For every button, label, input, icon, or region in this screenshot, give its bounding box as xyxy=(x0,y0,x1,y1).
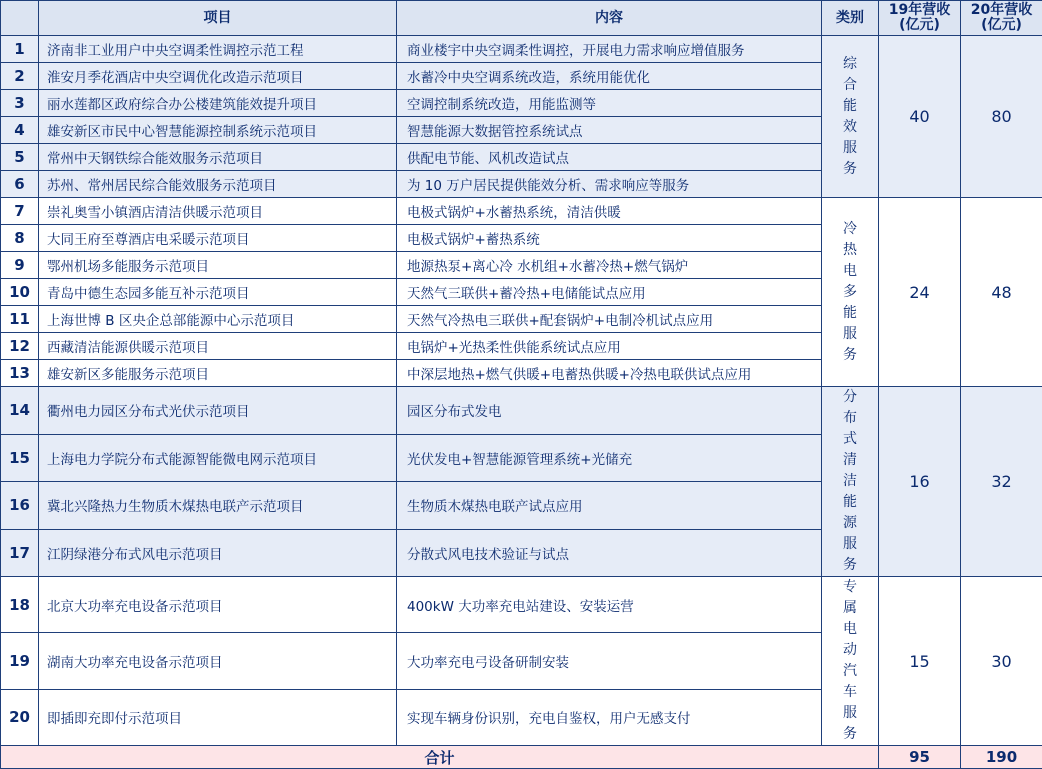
table-row xyxy=(1,198,1042,225)
row-project: 苏州、常州居民综合能效服务示范项目 xyxy=(39,171,397,198)
header-project: 项目 xyxy=(39,1,397,36)
category-label: 专属电动汽车服务 xyxy=(842,577,858,745)
row-content: 智慧能源大数据管控系统试点 xyxy=(397,117,822,144)
row-project: 即插即充即付示范项目 xyxy=(39,689,397,745)
total-row xyxy=(1,746,1042,769)
row-project: 淮安月季花酒店中央空调优化改造示范项目 xyxy=(39,63,397,90)
row-project: 江阴绿港分布式风电示范项目 xyxy=(39,529,397,577)
row-index: 15 xyxy=(1,434,39,482)
row-content: 电极式锅炉+水蓄热系统，清洁供暖 xyxy=(397,198,822,225)
total-label: 合计 xyxy=(1,746,879,769)
row-content: 400kW 大功率充电站建设、安装运营 xyxy=(397,577,822,633)
table-row xyxy=(1,387,1042,435)
row-content: 实现车辆身份识别，充电自鉴权，用户无感支付 xyxy=(397,689,822,745)
row-project: 大同王府至尊酒店电采暖示范项目 xyxy=(39,225,397,252)
row-content: 供配电节能、风机改造试点 xyxy=(397,144,822,171)
row-content: 天然气三联供+蓄冷热+电储能试点应用 xyxy=(397,279,822,306)
row-content: 为 10 万户居民提供能效分析、需求响应等服务 xyxy=(397,171,822,198)
rev19-cell: 24 xyxy=(879,198,961,387)
table-body xyxy=(1,36,1042,746)
row-project: 济南非工业用户中央空调柔性调控示范工程 xyxy=(39,36,397,63)
row-index: 19 xyxy=(1,633,39,689)
category-cell xyxy=(822,387,879,577)
row-content: 商业楼宇中央空调柔性调控，开展电力需求响应增值服务 xyxy=(397,36,822,63)
row-content: 电极式锅炉+蓄热系统 xyxy=(397,225,822,252)
category-label: 综合能效服务 xyxy=(842,54,858,180)
row-content: 生物质木煤热电联产试点应用 xyxy=(397,482,822,530)
row-content: 大功率充电弓设备研制安装 xyxy=(397,633,822,689)
row-project: 北京大功率充电设备示范项目 xyxy=(39,577,397,633)
row-index: 5 xyxy=(1,144,39,171)
row-content: 天然气冷热电三联供+配套锅炉+电制冷机试点应用 xyxy=(397,306,822,333)
row-content: 中深层地热+燃气供暖+电蓄热供暖+冷热电联供试点应用 xyxy=(397,360,822,387)
category-cell xyxy=(822,36,879,198)
header-rev19: 19年营收 (亿元) xyxy=(879,1,961,36)
row-index: 6 xyxy=(1,171,39,198)
category-label: 冷热电多能服务 xyxy=(842,219,858,366)
row-project: 青岛中德生态园多能互补示范项目 xyxy=(39,279,397,306)
total-rev20: 190 xyxy=(961,746,1042,769)
row-project: 常州中天钢铁综合能效服务示范项目 xyxy=(39,144,397,171)
row-index: 13 xyxy=(1,360,39,387)
row-index: 10 xyxy=(1,279,39,306)
rev20-cell: 80 xyxy=(961,36,1042,198)
row-index: 1 xyxy=(1,36,39,63)
header-rev20: 20年营收 (亿元) xyxy=(961,1,1042,36)
row-index: 2 xyxy=(1,63,39,90)
row-project: 雄安新区多能服务示范项目 xyxy=(39,360,397,387)
rev19-cell: 15 xyxy=(879,577,961,746)
category-label: 分布式清洁能源服务 xyxy=(842,387,858,576)
row-project: 衢州电力园区分布式光伏示范项目 xyxy=(39,387,397,435)
header-category: 类别 xyxy=(822,1,879,36)
row-index: 4 xyxy=(1,117,39,144)
row-index: 16 xyxy=(1,482,39,530)
rev20-cell: 32 xyxy=(961,387,1042,577)
row-content: 电锅炉+光热柔性供能系统试点应用 xyxy=(397,333,822,360)
row-project: 雄安新区市民中心智慧能源控制系统示范项目 xyxy=(39,117,397,144)
header-index xyxy=(1,1,39,36)
row-project: 上海世博 B 区央企总部能源中心示范项目 xyxy=(39,306,397,333)
rev19-cell: 40 xyxy=(879,36,961,198)
rev19-cell: 16 xyxy=(879,387,961,577)
total-rev19: 95 xyxy=(879,746,961,769)
row-index: 8 xyxy=(1,225,39,252)
row-project: 鄂州机场多能服务示范项目 xyxy=(39,252,397,279)
category-cell xyxy=(822,198,879,387)
row-index: 20 xyxy=(1,689,39,745)
row-index: 17 xyxy=(1,529,39,577)
row-project: 冀北兴隆热力生物质木煤热电联产示范项目 xyxy=(39,482,397,530)
row-content: 分散式风电技术验证与试点 xyxy=(397,529,822,577)
header-row xyxy=(1,1,1042,36)
row-index: 12 xyxy=(1,333,39,360)
row-content: 光伏发电+智慧能源管理系统+光储充 xyxy=(397,434,822,482)
row-index: 18 xyxy=(1,577,39,633)
row-content: 园区分布式发电 xyxy=(397,387,822,435)
table-row xyxy=(1,577,1042,633)
row-index: 7 xyxy=(1,198,39,225)
rev20-cell: 48 xyxy=(961,198,1042,387)
category-cell xyxy=(822,577,879,746)
row-index: 14 xyxy=(1,387,39,435)
row-index: 3 xyxy=(1,90,39,117)
row-project: 丽水莲都区政府综合办公楼建筑能效提升项目 xyxy=(39,90,397,117)
row-content: 水蓄冷中央空调系统改造，系统用能优化 xyxy=(397,63,822,90)
header-content: 内容 xyxy=(397,1,822,36)
row-project: 西藏清洁能源供暖示范项目 xyxy=(39,333,397,360)
row-content: 空调控制系统改造，用能监测等 xyxy=(397,90,822,117)
row-index: 9 xyxy=(1,252,39,279)
row-project: 崇礼奥雪小镇酒店清洁供暖示范项目 xyxy=(39,198,397,225)
row-project: 上海电力学院分布式能源智能微电网示范项目 xyxy=(39,434,397,482)
rev20-cell: 30 xyxy=(961,577,1042,746)
row-index: 11 xyxy=(1,306,39,333)
row-content: 地源热泵+离心冷 水机组+水蓄冷热+燃气锅炉 xyxy=(397,252,822,279)
row-project: 湖南大功率充电设备示范项目 xyxy=(39,633,397,689)
table-row xyxy=(1,36,1042,63)
